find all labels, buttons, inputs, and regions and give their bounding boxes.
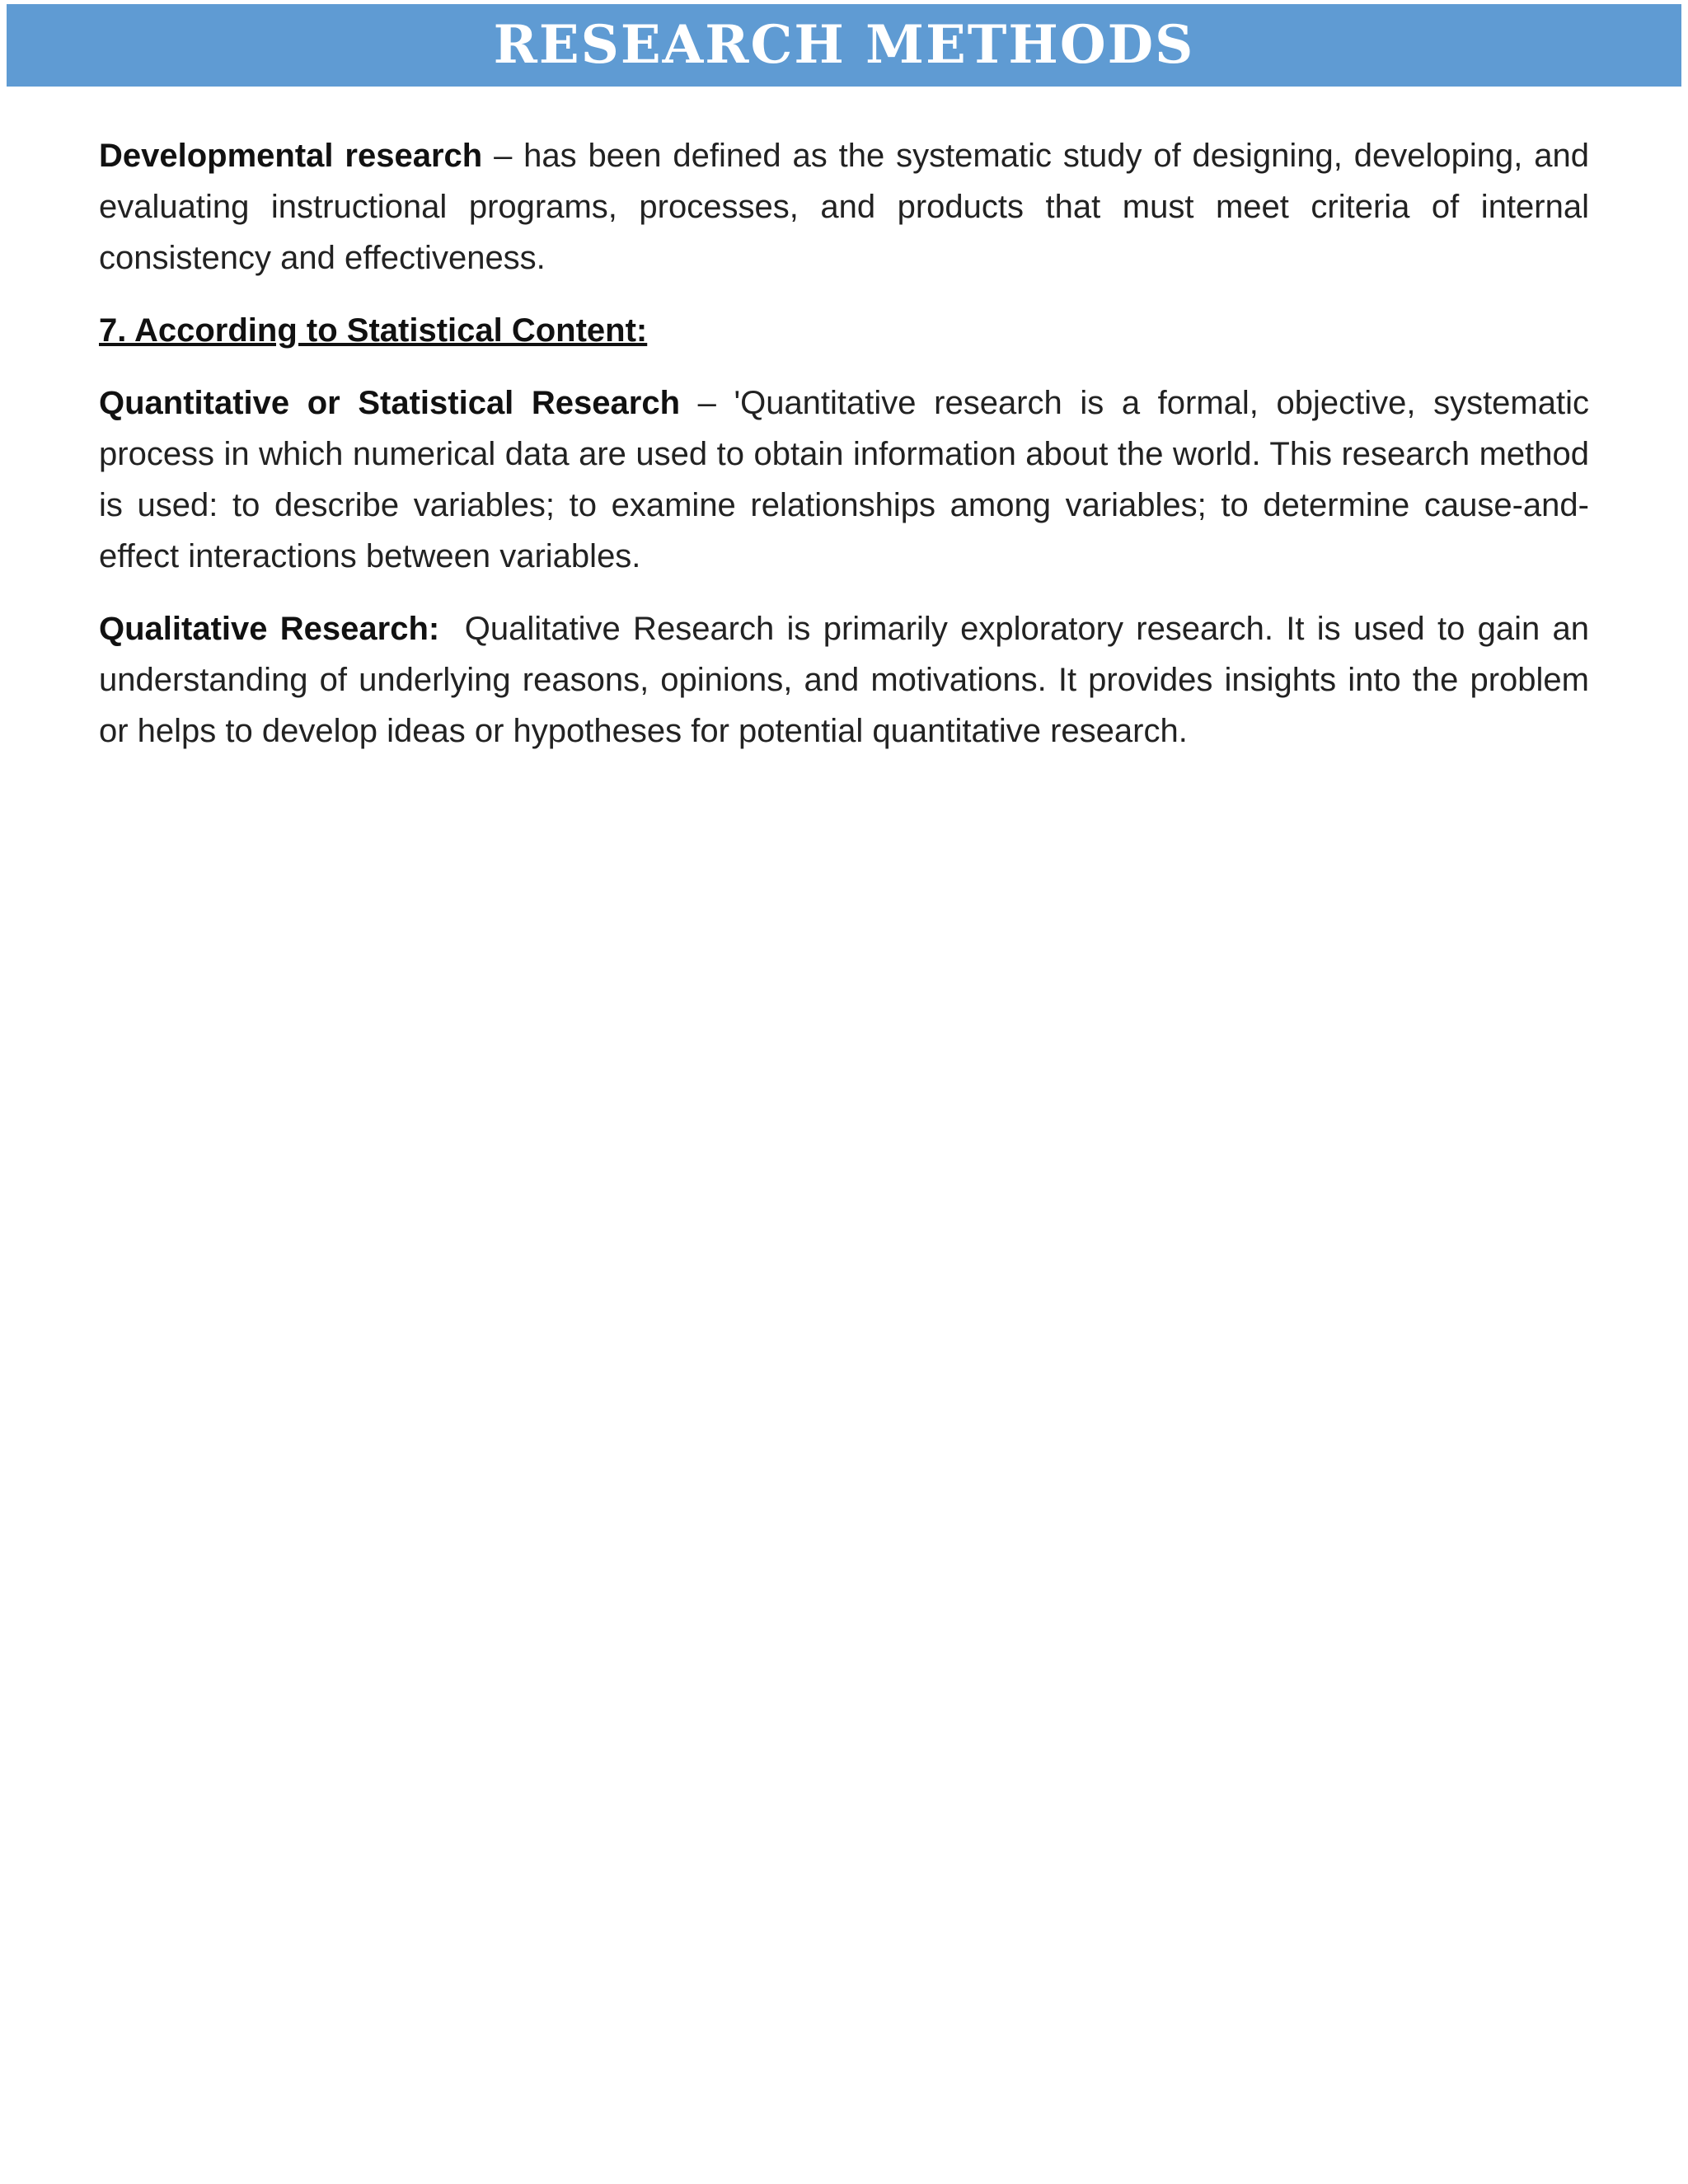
term-qualitative-research: Qualitative Research: xyxy=(99,611,440,647)
paragraph-quantitative-research xyxy=(99,377,1589,582)
paragraph-qualitative-research xyxy=(99,603,1599,757)
term-developmental-research: Developmental research xyxy=(99,138,483,174)
definition-developmental-research: – has been defined as the systematic study of designing, developing, and evaluating instructional programs, processes, and products that must meet criteria of internal consistency and effectiveness. xyxy=(99,138,1589,276)
definition-qualitative-research: Qualitative Research is primarily exploratory research. It is used to gain an understanding of underlying reasons, opinions, and motivations. It provides insights into the problem or helps to develop ideas or hypotheses for potential quantitative research. xyxy=(99,611,1599,749)
term-quantitative-research: Quantitative or Statistical Research xyxy=(99,385,681,421)
paragraph-developmental-research xyxy=(99,130,1589,284)
header-banner xyxy=(7,4,1681,87)
document-body xyxy=(99,130,1599,778)
section-heading-statistical-content: 7. According to Statistical Content: xyxy=(99,312,648,349)
definition-quantitative-research: – 'Quantitative research is a formal, objective, systematic process in which numerical data are used to obtain information about the world. This research method is used: to describe variables; to examine relationships among variables; to determine cause-and-effect interactions between variables. xyxy=(99,385,1589,574)
page-title: RESEARCH METHODS xyxy=(493,14,1195,76)
